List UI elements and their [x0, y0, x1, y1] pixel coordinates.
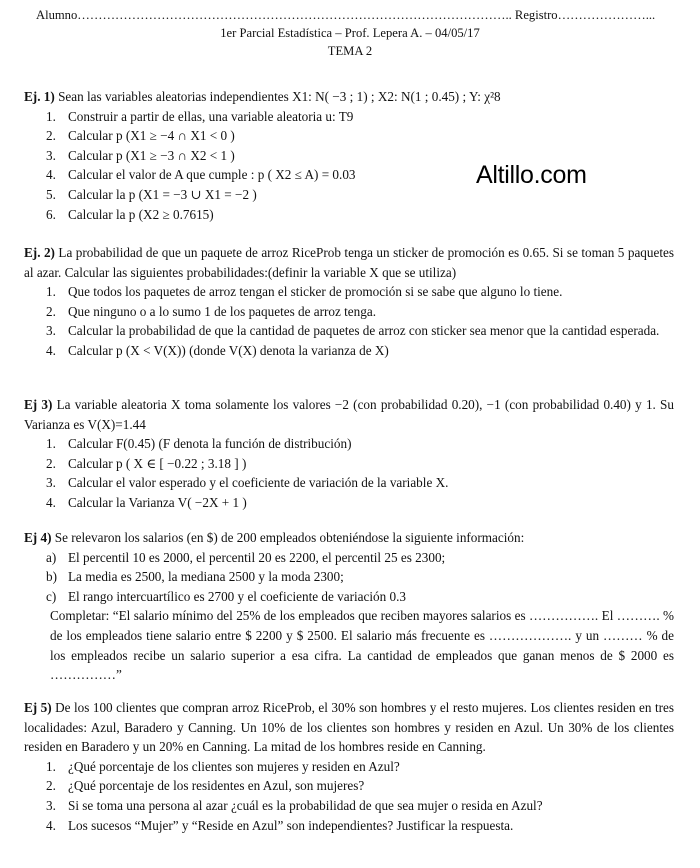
item-marker: 1.: [46, 758, 56, 774]
item-text: Calcular F(0.45) (F denota la función de distribución): [68, 436, 352, 452]
item-text: ¿Qué porcentaje de los residentes en Azul, son mujeres?: [68, 778, 365, 794]
list-item: [24, 493, 674, 513]
exercise-2-text: La probabilidad de que un paquete de arroz RiceProb tenga un sticker de promoción es 0.65. Si se toman 5 paquetes al azar. Calcular las siguientes probabilidades:(definir la variable X que se utiliza): [24, 245, 674, 280]
list-item: [24, 434, 674, 454]
exercise-4-text: Se relevaron los salarios (en $) de 200 empleados obteniéndose la siguiente información:: [54, 530, 525, 545]
item-marker: 3.: [46, 147, 56, 163]
list-item: [24, 161, 674, 189]
item-text: Calcular la p (X1 = −3 ∪ X1 = −2 ): [68, 186, 257, 202]
item-text: Calcular la probabilidad de que la cantidad de paquetes de arroz con sticker sea menor que la cantidad esperada.: [68, 323, 660, 339]
list-item: [24, 454, 674, 474]
item-marker: 6.: [46, 206, 56, 222]
item-marker: 1.: [46, 284, 56, 300]
list-item: [24, 587, 674, 607]
exercise-1-text: Sean las variables aleatorias independientes X1: N( −3 ; 1) ; X2: N(1 ; 0.45) ; Y: χ²8: [58, 89, 501, 104]
exercise-2-label: Ej. 2): [24, 245, 55, 260]
exercise-4-complete-text: Completar: “El salario mínimo del 25% de los empleados que reciben mayores salarios es ……………. El ………. % de los empleados tiene salario entre $ 2200 y $ 2500. El salario más frecuente es ………………. y un ……… % de los empleados recibe un salario superior a esa cifra. La cantidad de empleados que ganan menos de $ 2000 es ……………”: [50, 608, 674, 683]
exercise-4: [24, 528, 674, 685]
list-item: [24, 185, 674, 205]
item-text: Construir a partir de ellas, una variable aleatoria u: T9: [68, 108, 354, 124]
exercise-5-label: Ej 5): [24, 700, 52, 715]
list-item: [24, 796, 674, 816]
exercise-3: [24, 395, 674, 513]
exercise-5-statement: [24, 698, 674, 757]
list-item: [24, 126, 674, 146]
item-text: La media es 2500, la mediana 2500 y la moda 2300;: [68, 569, 344, 585]
item-marker: c): [46, 588, 57, 604]
item-marker: 2.: [46, 778, 56, 794]
list-item: [24, 548, 674, 568]
item-text: Calcular p (X1 ≥ −4 ∩ X1 < 0 ): [68, 128, 235, 144]
item-text: ¿Qué porcentaje de los clientes son mujeres y residen en Azul?: [68, 758, 400, 774]
item-marker: 4.: [46, 342, 56, 358]
exercise-2-statement: [24, 243, 674, 282]
item-marker: b): [46, 569, 57, 585]
student-line: Alumno………………………………………………………………………………………….. Registro…………………...: [36, 8, 656, 22]
item-text: Si se toma una persona al azar ¿cuál es la probabilidad de que sea mujer o resida en Azul?: [68, 797, 543, 813]
item-marker: 2.: [46, 128, 56, 144]
item-marker: 2.: [46, 455, 56, 471]
item-text: Que todos los paquetes de arroz tengan el sticker de promoción si se sabe que alguno lo tiene.: [68, 284, 563, 300]
item-marker: 1.: [46, 108, 56, 124]
exercise-1-statement: [24, 87, 674, 107]
item-marker: 5.: [46, 186, 56, 202]
exercise-3-text: La variable aleatoria X toma solamente los valores −2 (con probabilidad 0.20), −1 (con probabilidad 0.40) y 1. Su Varianza es V(X)=1.44: [24, 397, 674, 432]
item-text: Calcular la p (X2 ≥ 0.7615): [68, 206, 214, 222]
item-marker: 2.: [46, 303, 56, 319]
exercise-2: [24, 243, 674, 361]
item-marker: 4.: [46, 167, 56, 183]
exercise-5: [24, 698, 674, 835]
item-text: Que ninguno o a lo sumo 1 de los paquetes de arroz tenga.: [68, 303, 376, 319]
exercise-1: [24, 87, 674, 224]
list-item: [24, 302, 674, 322]
list-item: [24, 205, 674, 225]
list-item: [24, 341, 674, 361]
exercise-1-label: Ej. 1): [24, 89, 55, 104]
watermark-logo: Altillo.com: [476, 161, 587, 189]
list-item: [24, 473, 674, 493]
item-marker: 4.: [46, 817, 56, 833]
item-marker: 1.: [46, 436, 56, 452]
exercise-3-statement: [24, 395, 674, 434]
item-text: Calcular p (X1 ≥ −3 ∩ X2 < 1 ): [68, 147, 235, 163]
exercise-3-list: [24, 434, 674, 512]
list-item: [24, 757, 674, 777]
exercise-2-list: [24, 282, 674, 360]
item-marker: 3.: [46, 323, 56, 339]
list-item: [24, 282, 674, 302]
item-text: Calcular el valor de A que cumple : p ( X2 ≤ A) = 0.03: [68, 167, 356, 183]
item-text: El rango intercuartílico es 2700 y el coeficiente de variación 0.3: [68, 588, 406, 604]
list-item: [24, 146, 674, 166]
item-marker: a): [46, 549, 57, 565]
item-marker: 3.: [46, 475, 56, 491]
list-item: [24, 321, 674, 341]
exercise-5-text: De los 100 clientes que compran arroz RiceProb, el 30% son hombres y el resto mujeres. Los clientes residen en tres localidades: Azul, Baradero y Canning. Un 10% de los clientes son hombres y residen en Azul. Un 30% de los clientes residen en Baradero y un 20% en Canning. La mitad de los hombres reside en Canning.: [24, 700, 674, 755]
exercise-1-list: [24, 107, 674, 225]
item-text: Calcular p (X < V(X)) (donde V(X) denota la varianza de X): [68, 342, 389, 358]
exercise-4-statement: [24, 528, 674, 548]
item-marker: 4.: [46, 494, 56, 510]
list-item: [24, 776, 674, 796]
item-text: El percentil 10 es 2000, el percentil 20 es 2200, el percentil 25 es 2300;: [68, 549, 446, 565]
item-text: Calcular el valor esperado y el coeficiente de variación de la variable X.: [68, 475, 449, 491]
tema-label: TEMA 2: [327, 44, 373, 58]
exercise-4-list: [24, 548, 674, 607]
exam-header: [0, 6, 700, 60]
course-line: 1er Parcial Estadística – Prof. Lepera A. – 04/05/17: [220, 26, 480, 40]
exercise-4-label: Ej 4): [24, 530, 52, 545]
list-item: [24, 107, 674, 127]
list-item: [24, 567, 674, 587]
item-marker: 3.: [46, 797, 56, 813]
item-text: Calcular la Varianza V( −2X + 1 ): [68, 494, 247, 510]
exercise-5-list: [24, 757, 674, 835]
list-item: [24, 816, 674, 836]
item-text: Calcular p ( X ∈ [ −0.22 ; 3.18 ] ): [68, 455, 247, 471]
exercise-3-label: Ej 3): [24, 397, 53, 412]
item-text: Los sucesos “Mujer” y “Reside en Azul” son independientes? Justificar la respuesta.: [68, 817, 514, 833]
